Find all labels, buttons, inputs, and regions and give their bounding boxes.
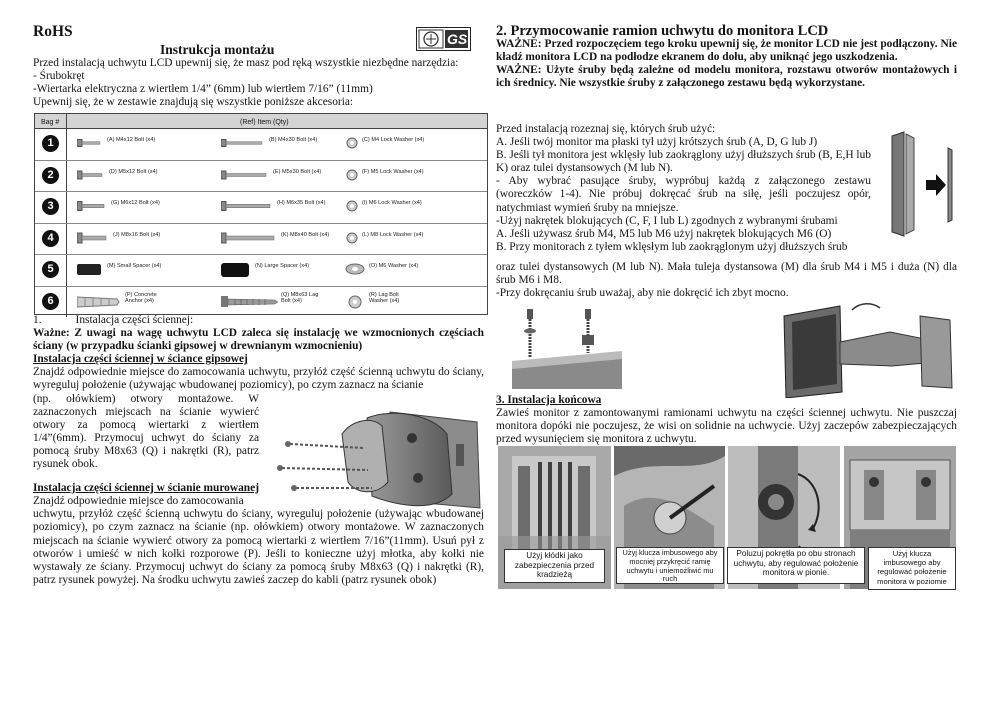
bolt-icon bbox=[221, 200, 273, 212]
bag-number-badge: 4 bbox=[42, 230, 59, 247]
parts-row bbox=[35, 129, 487, 161]
part-item-label: (Q) M8x63 Lag Bolt (x4) bbox=[281, 291, 319, 304]
screws-c: - Aby wybrać pasujące śruby, wypróbuj każdą z załączonego zestawu (woreczków 1-4). Nie próbuj dokręcać śrub na siłę, jeśli poczujesz opór, natychmiast wymień śruby na mniejsze. bbox=[496, 175, 871, 214]
part-item-label: (P) Concrete Anchor (x4) bbox=[125, 291, 157, 304]
part-item-label: (J) M8x16 Bolt (x4) bbox=[113, 231, 161, 238]
washer-icon bbox=[345, 295, 367, 309]
lock-washer-icon bbox=[345, 169, 359, 181]
bolt-icon bbox=[77, 232, 109, 244]
part-item-label: (F) M5 Lock Washer (x4) bbox=[362, 168, 424, 175]
wall-plate-illustration bbox=[272, 404, 484, 516]
bolt-icon bbox=[77, 137, 103, 149]
screws-e: A. Jeśli używasz śrub M4, M5 lub M6 użyj nakrętek blokujących M6 (O) bbox=[496, 227, 832, 240]
monitor-side-illustration bbox=[886, 130, 956, 240]
gs-logo-text: GS bbox=[447, 31, 468, 47]
part-item-label: (K) M8x40 Bolt (x4) bbox=[281, 231, 330, 238]
section1-number: 1. bbox=[33, 314, 42, 326]
section3-block bbox=[496, 394, 957, 446]
part-item-label: (B) M4x30 Bolt (x4) bbox=[269, 137, 318, 143]
screws-block-wide bbox=[496, 261, 957, 300]
section1-warning: Ważne: Z uwagi na wagę uchwytu LCD zaleca się instalację we wzmocnionych częściach ściany (w przypadku ścianki gipsowej w drewnianym wzmocnieniu) bbox=[33, 327, 484, 353]
caption-allen-key: Użyj klucza imbusowego aby mocniej przykręcić ramię uchwytu i uniemożliwić mu ruch bbox=[616, 547, 724, 584]
screw-detail-illustration bbox=[512, 305, 622, 389]
parts-row bbox=[35, 255, 487, 287]
section3-title: 3. Instalacja końcowa bbox=[496, 394, 602, 406]
part-item-label: (D) M5x12 Bolt (x4) bbox=[109, 168, 158, 175]
warning-1: WAŻNE: Przed rozpoczęciem tego kroku upewnij się, że monitor LCD nie jest podłączony. Nie kładź monitora LCD na podłodze ekranem do dołu, aby uniknąć jego uszkodzenia. bbox=[496, 38, 957, 64]
bolt-icon bbox=[77, 200, 107, 212]
screws-g: -Przy dokręcaniu śrub uważaj, aby nie dokręcić ich zbyt mocno. bbox=[496, 287, 789, 300]
parts-row bbox=[35, 192, 487, 224]
spacer-icon bbox=[77, 263, 103, 277]
screws-a: A. Jeśli twój monitor ma płaski tył użyj krótszych śrub (A, D, G lub J) bbox=[496, 136, 818, 149]
certification-logos bbox=[416, 27, 471, 51]
bag-number-badge: 6 bbox=[42, 293, 59, 310]
rohs-label: RoHS bbox=[33, 23, 73, 40]
intro-line: - Śrubokręt bbox=[33, 70, 85, 83]
part-item-label: (A) M4x12 Bolt (x4) bbox=[107, 137, 156, 143]
bag-number-badge: 1 bbox=[42, 135, 59, 152]
section1-title-text: Instalacja części ściennej: bbox=[75, 314, 194, 326]
intro-line: -Wiertarka elektryczna z wiertłem 1/4” (6mm) lub wiertłem 7/16” (11mm) bbox=[33, 83, 373, 96]
section3-text: Zawieś monitor z zamontowanymi ramionami uchwytu na części ściennej uchwytu. Nie puszczaj monitora dopóki nie poczujesz, że wisi on solidnie na uchwycie. Użyj zaczepów zabezpieczających przed wysunięciem się monitora z uchwytu. bbox=[496, 407, 957, 446]
part-item-label: (G) M6x12 Bolt (x4) bbox=[111, 200, 160, 206]
parts-table bbox=[34, 113, 488, 315]
masonry-text-start: Znajdź odpowiednie miejsce do zamocowania bbox=[33, 495, 244, 508]
screws-f-cont: oraz tulei dystansowych (M lub N). Mała tuleja dystansowa (M) dla śrub M4 i M5 i duża (N) dla śrub M6 i M8. bbox=[496, 261, 957, 287]
part-item-label: (M) Small Spacer (x4) bbox=[107, 263, 162, 269]
lag-bolt-icon bbox=[221, 295, 279, 309]
right-column bbox=[496, 38, 957, 90]
parts-row bbox=[35, 287, 487, 318]
item-column-header: (Ref) Item (Qty) bbox=[240, 119, 289, 126]
masonry-heading: Instalacja części ściennej w ścianie murowanej bbox=[33, 482, 259, 495]
screws-f: B. Przy monitorach z tyłem wklęsłym lub zaokrąglonym użyj dłuższych śrub bbox=[496, 240, 848, 253]
gypsum-heading: Instalacja części ściennej w ściance gipsowej bbox=[33, 353, 248, 366]
intro-block bbox=[33, 57, 484, 109]
bag-number-badge: 3 bbox=[42, 198, 59, 215]
lock-washer-icon bbox=[345, 232, 359, 244]
section2-title: 2. Przymocowanie ramion uchwytu do monitora LCD bbox=[496, 23, 829, 39]
lock-washer-icon bbox=[345, 137, 359, 149]
lock-washer-icon bbox=[345, 200, 359, 212]
bolt-icon bbox=[221, 232, 277, 244]
part-item-label: (C) M4 Lock Washer (x4) bbox=[362, 137, 425, 143]
intro-line: Upewnij się, że w zestawie znajdują się wszystkie poniższe akcesoria: bbox=[33, 96, 354, 109]
caption-horizontal: Użyj klucza imbusowego aby regulować położenie monitora w poziomie bbox=[868, 547, 956, 590]
bag-number-badge: 5 bbox=[42, 261, 59, 278]
bolt-icon bbox=[221, 169, 269, 181]
part-item-label: (O) M6 Washer (x4) bbox=[369, 263, 419, 269]
screws-block bbox=[496, 123, 871, 254]
spacer-icon bbox=[221, 263, 251, 279]
part-item-label: (R) Lag Bolt Washer (x4) bbox=[369, 291, 400, 304]
parts-table-header bbox=[35, 114, 487, 129]
washer-icon bbox=[345, 263, 367, 275]
screws-before: Przed instalacją rozeznaj się, których śrub użyć: bbox=[496, 123, 716, 135]
parts-row bbox=[35, 161, 487, 193]
part-item-label: (E) M5x30 Bolt (x4) bbox=[273, 168, 322, 175]
bolt-icon bbox=[221, 137, 265, 149]
gypsum-text: Znajdź odpowiednie miejsce do zamocowania uchwytu, przyłóż część ścienną uchwytu do ściany, wyreguluj położenie (używając wbudowanej poziomicy), po czym zaznacz na ścianie bbox=[33, 366, 484, 392]
anchor-icon bbox=[77, 295, 121, 309]
parts-row bbox=[35, 224, 487, 256]
bag-column-header: Bag # bbox=[41, 119, 60, 126]
caption-padlock: Użyj kłódki jako zabezpieczenia przed kradzieżą bbox=[504, 549, 605, 583]
gypsum-text-cont: (np. ołówkiem) otwory montażowe. W zaznaczonych miejscach na ścianie wywierć otwory za pomocą wiertarki z wiertłem 1/4”(6mm). Przymocuj uchwyt do ściany za pomocą śruby M8x63 (Q) i nakrętki (R), patrz rysunek obok. bbox=[33, 392, 259, 471]
bolt-icon bbox=[77, 169, 105, 181]
bag-number-badge: 2 bbox=[42, 167, 59, 184]
part-item-label: (N) Large Spacer (x4) bbox=[255, 263, 310, 269]
masonry-text: uchwytu, przyłóż część ścienną uchwytu do ściany, wyreguluj położenie (używając wbudowanej poziomicy), po czym zaznacz na ścianie (np. ołówkiem) otwory montażowe. W zaznaczonych miejscach na ścianie wywierć otwory za pomocą wiertarki z wiertłem 7/16”(11mm). Usuń pył z otworów i umieść w nich kołki rozporowe (P). Jeśli to konieczne użyj młotka, aby kołki nie wystawały ze ściany. Przymocuj uchwyt do ściany za pomocą śruby M8x63 (Q) i nakrętki (R), patrz rysunek powyżej. Na środku uchwytu zawieś zaczep do kabli (patrz rysunek obok) bbox=[33, 508, 484, 586]
part-item-label: (I) M6 Lock Washer (x4) bbox=[362, 200, 422, 206]
instruction-title: Instrukcja montażu bbox=[160, 42, 275, 57]
part-item-label: (H) M6x35 Bolt (x4) bbox=[277, 200, 326, 206]
section1-title bbox=[33, 314, 484, 327]
screws-b: B. Jeśli tył monitora jest wklęsły lub zaokrąglony użyj dłuższych śrub (B, E,H lub K) oraz tulei dystansowych (M lub N). bbox=[496, 149, 871, 175]
intro-line: Przed instalacją uchwytu LCD upewnij się, że masz pod ręką wszystkie niezbędne narzędzia: bbox=[33, 57, 459, 69]
monitor-mount-illustration bbox=[780, 302, 956, 398]
warning-2: WAŻNE: Użyte śruby będą zależne od modelu monitora, rozstawu otworów montażowych i ich średnicy. Nie wszystkie śruby z załączonego zestawu będą wykorzystane. bbox=[496, 64, 957, 90]
caption-knob: Poluzuj pokrętła po obu stronach uchwytu, aby regulować położenie monitora w pionie. bbox=[727, 547, 865, 584]
part-item-label: (L) M8 Lock Washer (x4) bbox=[362, 231, 424, 238]
screws-d: -Użyj nakrętek blokujących (C, F, I lub L) zgodnych z wybranymi śrubami bbox=[496, 214, 838, 227]
